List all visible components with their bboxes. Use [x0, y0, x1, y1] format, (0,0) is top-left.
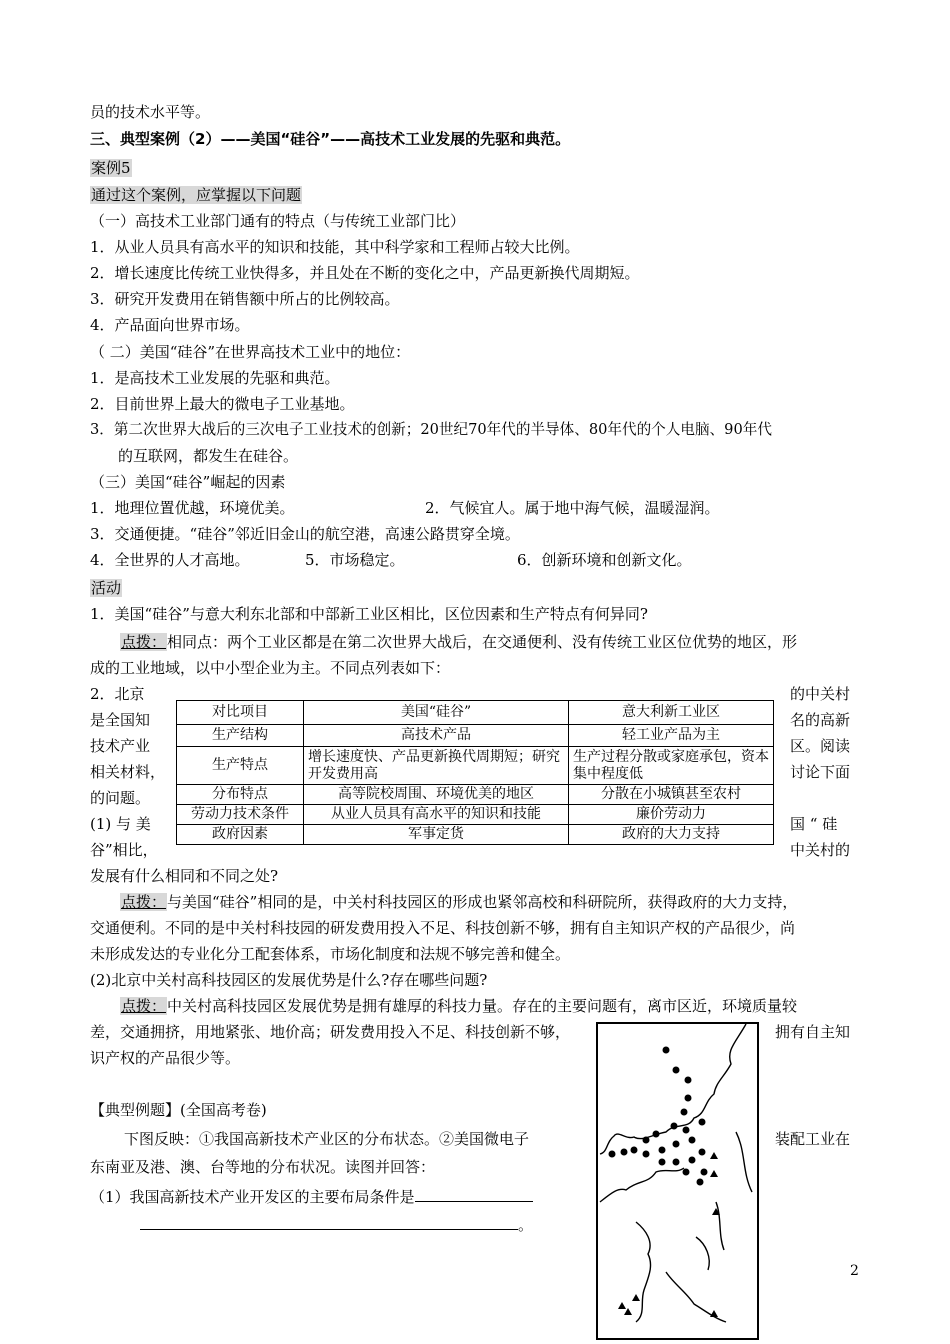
wrap-left: 2．北京	[90, 685, 145, 703]
table-cell: 轻工业产品为主	[569, 725, 774, 747]
activity-label	[90, 577, 122, 599]
answer-text: 与美国“硅谷”相同的是，中关村科技园区的形成也紧邻高校和科研院所，获得政府的大力支持，	[167, 893, 798, 911]
objective-text: 通过这个案例，应掌握以下问题	[91, 186, 302, 204]
wrap-right: 中关村的	[790, 841, 851, 859]
table-row	[177, 785, 774, 805]
table-cell: 增长速度快、产品更新换代周期短；研究开发费用高	[304, 747, 569, 785]
example-text: 东南亚及港、澳、台等地的分布状况。读图并回答：	[90, 1158, 436, 1176]
example-text-right: 装配工业在	[775, 1130, 851, 1148]
dot-marker	[609, 1151, 616, 1158]
dot-marker	[659, 1147, 666, 1154]
activity-label-text: 活动	[91, 579, 122, 597]
case-label	[90, 157, 132, 179]
list-item: 5．市场稳定。	[305, 551, 405, 569]
table-cell: 廉价劳动力	[569, 805, 774, 825]
wrap-left: 的问题。	[90, 789, 151, 807]
table-cell: 政府因素	[177, 825, 304, 845]
answer-text: 相同点：两个工业区都是在第二次世界大战后，在交通便利、没有传统工业区位优势的地区，形	[167, 633, 798, 651]
table-header-cell: 意大利新工业区	[569, 701, 774, 725]
table-cell: 生产结构	[177, 725, 304, 747]
dot-marker	[673, 1067, 680, 1074]
wrap-left: 谷”相比，	[90, 841, 158, 859]
wrap-left: (1) 与 美	[90, 815, 151, 833]
text-line: 员的技术水平等。	[90, 103, 211, 121]
table-header-cell: 美国“硅谷”	[304, 701, 569, 725]
comparison-table	[176, 700, 774, 845]
list-item: 1．地理位置优越，环境优美。	[90, 499, 295, 517]
list-item: 2．气候宜人。属于地中海气候，温暖湿润。	[425, 499, 720, 517]
list-item: 3．第二次世界大战后的三次电子工业技术的创新；20世纪70年代的半导体、80年代的个人电脑、90年代	[90, 421, 772, 438]
answer-blank	[140, 1229, 518, 1230]
objective-line	[90, 184, 302, 206]
list-item: 3．研究开发费用在销售额中所占的比例较高。	[90, 290, 400, 308]
answer-line: 识产权的产品很少等。	[90, 1049, 241, 1067]
dot-marker	[689, 1137, 696, 1144]
example-question-text: （1）我国高新技术产业开发区的主要布局条件是	[90, 1188, 415, 1206]
list-item: 1．从业人员具有高水平的知识和技能，其中科学家和工程师占较大比例。	[90, 238, 580, 256]
table-cell: 生产过程分散或家庭承包，资本集中程度低	[569, 747, 774, 785]
table-cell: 政府的大力支持	[569, 825, 774, 845]
table-cell: 分散在小城镇甚至农村	[569, 785, 774, 805]
subheading: （ 二）美国“硅谷”在世界高技术工业中的地位：	[90, 343, 411, 361]
dot-marker	[663, 1047, 670, 1054]
list-item: 3．交通便捷。“硅谷”邻近旧金山的航空港，高速公路贯穿全境。	[90, 525, 520, 543]
dot-marker	[671, 1123, 678, 1130]
dot-marker	[683, 1127, 690, 1134]
question: (2)北京中关村高科技园区的发展优势是什么?存在哪些问题?	[90, 971, 488, 989]
question: 1．美国“硅谷”与意大利东北部和中部新工业区相比，区位因素和生产特点有何异同?	[90, 605, 648, 623]
wrap-left: 是全国知	[90, 711, 151, 729]
section-heading: 三、典型案例（2）——美国“硅谷”——高技术工业发展的先驱和典范。	[90, 130, 571, 148]
period: 。	[518, 1216, 534, 1234]
wrap-right: 区。阅读	[790, 737, 851, 755]
example-heading: 【典型例题】(全国高考卷)	[90, 1101, 267, 1119]
answer-blank	[415, 1201, 533, 1202]
tip-label: 点拨：	[121, 893, 167, 911]
wrap-right: 国 “ 硅	[790, 815, 838, 833]
dot-marker	[697, 1179, 704, 1186]
dot-marker	[673, 1159, 680, 1166]
list-item: 4．全世界的人才高地。	[90, 551, 250, 569]
wrap-right: 讨论下面	[790, 763, 851, 781]
subheading: （一）高技术工业部门通有的特点（与传统工业部门比）	[90, 212, 466, 230]
example-question	[90, 1186, 533, 1208]
table-cell: 劳动力技术条件	[177, 805, 304, 825]
dot-marker	[685, 1095, 692, 1102]
dot-marker	[685, 1077, 692, 1084]
dot-marker	[701, 1169, 708, 1176]
distribution-map	[596, 1022, 759, 1340]
list-item: 2．增长速度比传统工业快得多，并且处在不断的变化之中，产品更新换代周期短。	[90, 264, 640, 282]
tip-label: 点拨：	[121, 997, 167, 1015]
tip-label: 点拨：	[121, 633, 167, 651]
answer-line	[120, 631, 797, 653]
dot-marker	[681, 1109, 688, 1116]
answer-line: 交通便利。不同的是中关村科技园的研发费用投入不足、科技创新不够，拥有自主知识产权的产品很少，尚	[90, 919, 796, 937]
table-header-cell: 对比项目	[177, 701, 304, 725]
wrap-right: 的中关村	[790, 685, 851, 703]
dot-marker	[699, 1119, 706, 1126]
table-cell: 军事定货	[304, 825, 569, 845]
dot-marker	[621, 1149, 628, 1156]
answer-blank-line	[140, 1214, 533, 1236]
table-row	[177, 825, 774, 845]
answer-line	[120, 891, 797, 913]
dot-marker	[699, 1149, 706, 1156]
dot-marker	[631, 1147, 638, 1154]
wrap-left: 相关材料，	[90, 763, 166, 781]
subheading: （三）美国“硅谷”崛起的因素	[90, 473, 286, 491]
dot-marker	[683, 1169, 690, 1176]
answer-line: 成的工业地域，以中小型企业为主。不同点列表如下：	[90, 659, 451, 677]
dot-marker	[673, 1141, 680, 1148]
list-item: 6．创新环境和创新文化。	[517, 551, 692, 569]
table-header-row	[177, 701, 774, 725]
table-cell: 分布特点	[177, 785, 304, 805]
list-item: 4．产品面向世界市场。	[90, 316, 250, 334]
table-cell: 生产特点	[177, 747, 304, 785]
question-continuation: 发展有什么相同和不同之处?	[90, 867, 279, 885]
answer-text: 中关村高科技园区发展优势是拥有雄厚的科技力量。存在的主要问题有，离市区近，环境质量较	[167, 997, 798, 1015]
answer-line: 未形成发达的专业化分工配套体系，市场化制度和法规不够完善和健全。	[90, 945, 571, 963]
answer-line-right: 拥有自主知	[775, 1023, 851, 1041]
wrap-right: 名的高新	[790, 711, 851, 729]
dot-marker	[659, 1159, 666, 1166]
list-item-continuation: 的互联网，都发生在硅谷。	[118, 447, 299, 465]
table-row	[177, 805, 774, 825]
case-label-text: 案例5	[91, 159, 131, 177]
table-row	[177, 747, 774, 785]
list-item: 2．目前世界上最大的微电子工业基地。	[90, 395, 355, 413]
answer-line	[120, 995, 797, 1017]
list-item: 1．是高技术工业发展的先驱和典范。	[90, 369, 340, 387]
page-number: 2	[850, 1263, 859, 1279]
dot-marker	[653, 1131, 660, 1138]
example-text: 下图反映：①我国高新技术产业区的分布状态。②美国微电子	[124, 1130, 530, 1148]
table-cell: 高等院校周围、环境优美的地区	[304, 785, 569, 805]
answer-line: 差，交通拥挤，用地紧张、地价高；研发费用投入不足、科技创新不够，	[90, 1023, 571, 1041]
table-cell: 高技术产品	[304, 725, 569, 747]
dot-marker	[689, 1157, 696, 1164]
dot-marker	[643, 1151, 650, 1158]
table-cell: 从业人员具有高水平的知识和技能	[304, 805, 569, 825]
table-row	[177, 725, 774, 747]
wrap-left: 技术产业	[90, 737, 151, 755]
dot-marker	[643, 1137, 650, 1144]
